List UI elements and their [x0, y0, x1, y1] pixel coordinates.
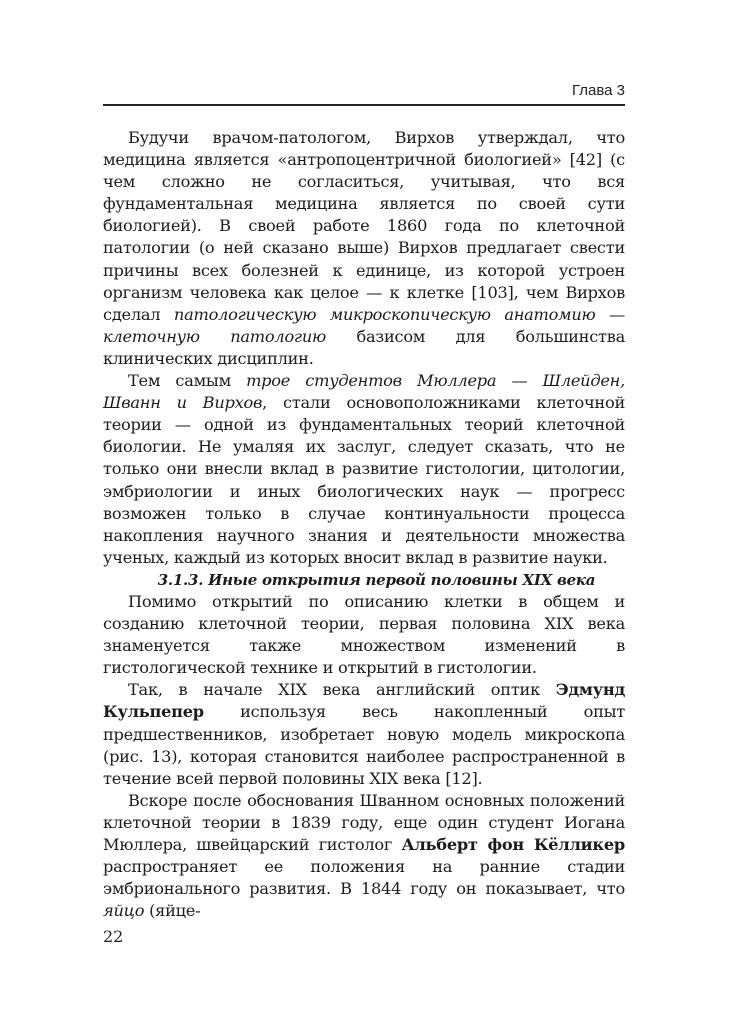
paragraph-kolliker: [103, 790, 625, 923]
page-body: [103, 127, 625, 922]
text-run: распространяет ее положения на ранние стадии эмбрионального развития. В 1844 году он показывает, что: [103, 857, 625, 899]
text-run: базисом для большинства клинических дисциплин.: [103, 326, 625, 368]
italic-term: патологическую микроскопическую анатомию — клеточную патологию: [103, 304, 625, 346]
chapter-label: Глава 3: [571, 82, 625, 99]
running-header: [103, 82, 625, 106]
paragraph-virchow-pathology: [103, 127, 625, 370]
section-subheading: 3.1.3. Иные открытия первой половины XIX века: [157, 570, 596, 589]
italic-term: яйцо: [103, 901, 145, 921]
bold-name: Эдмунд Кульпепер: [103, 680, 625, 722]
text-run: Так, в начале XIX века английский оптик: [128, 680, 556, 700]
text-run: , стали основоположниками клеточной теории — одной из фундаментальных теорий клеточной биологии. Не умаляя их заслуг, следует сказать, что не только они внесли вклад в развитие гистологии, цитологии, эмбриологии и иных биологических наук — прогресс возможен только в случае континуальности процесса накопления научного знания и деятельности множества ученых, каждый из которых вносит вклад в развитие науки.: [103, 393, 625, 567]
italic-names: трое студентов Мюллера — Шлейден, Шванн и Вирхов: [103, 371, 625, 413]
bold-name: Альберт фон Кёлликер: [401, 835, 625, 854]
paragraph-histology-techniques: Помимо открытий по описанию клетки в общем и созданию клеточной теории, первая половина XIX века знаменуется также множеством изменений в гистологической технике и открытий в гистологии.: [103, 591, 625, 678]
text-run: Будучи врачом-патологом, Вирхов утверждал, что медицина является «антропоцентричной биологией» [42] (с чем сложно не согласиться, учитывая, что вся фундаментальная медицина является по своей сути биологией). В своей работе 1860 года по клеточной патологии (о ней сказано выше) Вирхов предлагает свести причины всех болезней к единице, из которой устроен организм человека как целое — к клетке [103], чем Вирхов сделал: [103, 128, 625, 324]
text-run: (яйце-: [144, 901, 201, 921]
text-run: используя весь накопленный опыт предшественников, изобретает новую модель микроскопа (рис. 13), которая становится наиболее распространенной в течение всей первой половины XIX века [12].: [103, 702, 625, 788]
page-number: 22: [103, 927, 124, 946]
text-run: Вскоре после обоснования Шванном основных положений клеточной теории в 1839 году, еще один студент Иогана Мюллера, швейцарский гистолог: [103, 790, 625, 854]
text-run: Тем самым: [128, 371, 247, 391]
paragraph-cell-theory-founders: [103, 370, 625, 569]
paragraph-culpeper-microscope: [103, 679, 625, 789]
